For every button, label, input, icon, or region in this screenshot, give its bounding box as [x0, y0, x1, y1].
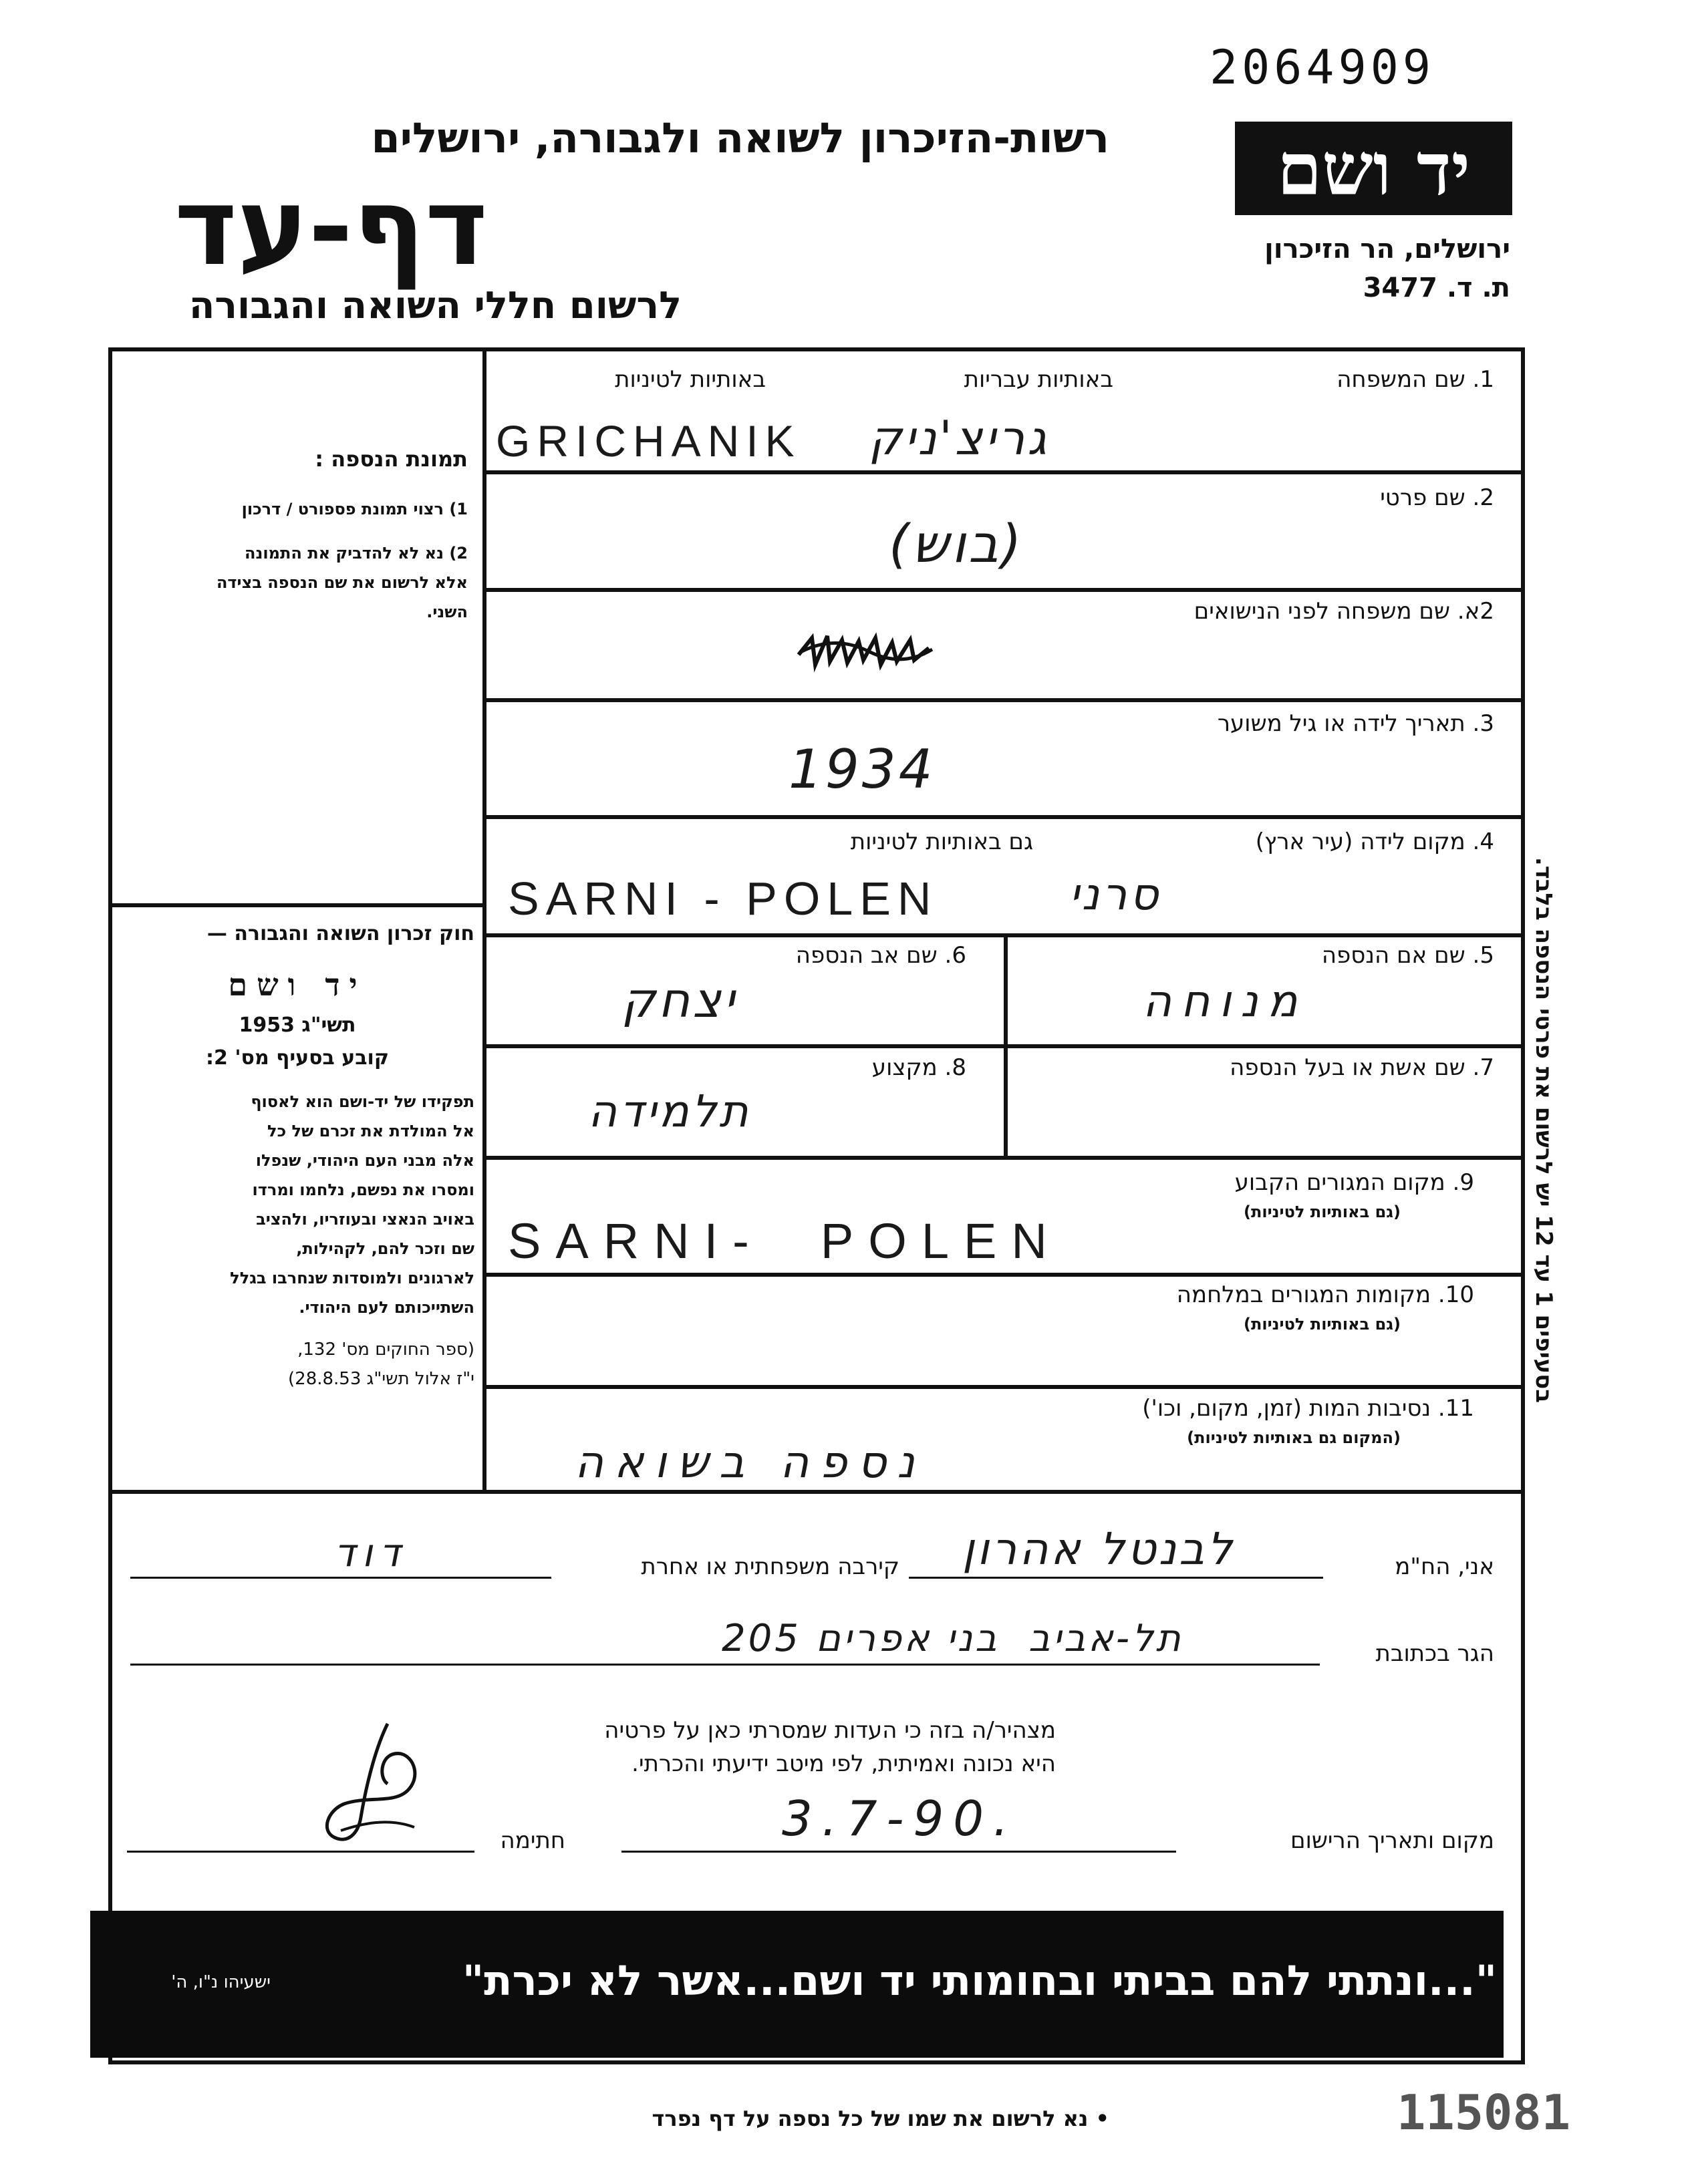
- field-divider: [482, 588, 1525, 592]
- field-7-label: 7. שם אשת או בעל הנספה: [1230, 1054, 1494, 1081]
- field-4-hebrew-value[interactable]: סרני: [1069, 869, 1161, 920]
- signature-label: חתימה: [500, 1827, 565, 1854]
- field-8-label: 8. מקצוע: [871, 1054, 966, 1081]
- address-value[interactable]: תל-אביב בני אפרים 205: [722, 1617, 1183, 1660]
- field-1-label: 1. שם המשפחה: [1337, 366, 1494, 393]
- field-10-note: (גם באותיות לטיניות): [1244, 1315, 1401, 1334]
- banner-quote: "...ונתתי להם בביתי ובחומותי יד ושם...אשר לא יכרת": [462, 1956, 1497, 2005]
- scribble-icon: [795, 628, 936, 675]
- law-body-line: שם וזכר להם, לקהילות,: [296, 1239, 474, 1258]
- law-body-line: אל המולדת את זכרם של כל: [267, 1122, 474, 1140]
- field-1-hebrew-value[interactable]: גריצ'ניק: [869, 411, 1050, 466]
- relation-label: קירבה משפחתית או אחרת: [641, 1553, 899, 1580]
- field-divider: [482, 698, 1525, 702]
- law-year: תשי"ג 1953: [239, 1013, 356, 1037]
- field-9-label: 9. מקום המגורים הקבוע: [1234, 1169, 1474, 1196]
- field-6-label: 6. שם אב הנספה: [795, 942, 966, 969]
- logo-text: יד ושם: [1276, 128, 1471, 212]
- field-10-label: 10. מקומות המגורים במלחמה: [1176, 1281, 1474, 1308]
- law-body-line: השתייכותם לעם היהודי.: [299, 1298, 474, 1317]
- photo-law-divider: [108, 903, 486, 907]
- law-body-line: תפקידו של יד-ושם הוא לאסוף: [251, 1092, 474, 1111]
- signature-mark[interactable]: [314, 1717, 428, 1851]
- org-line: רשות-הזיכרון לשואה ולגבורה, ירושלים: [371, 114, 1109, 162]
- address-line: [130, 1664, 1320, 1666]
- field-11-value[interactable]: נספה בשואה: [575, 1436, 926, 1488]
- yad-vashem-logo: [1235, 122, 1512, 215]
- field-4-label: 4. מקום לידה (עיר ארץ): [1255, 828, 1494, 855]
- signature-line: [127, 1851, 474, 1853]
- footer-number: 115081: [1397, 2084, 1571, 2141]
- field-11-label: 11. נסיבות המות (זמן, מקום, וכו'): [1142, 1395, 1474, 1422]
- field-4-latin-value[interactable]: SARNI - POLEN: [508, 873, 938, 925]
- address-line-1: ירושלים, הר הזיכרון: [1264, 234, 1510, 265]
- law-body-line: באויב הנאצי ובעוזריו, ולהציב: [256, 1210, 474, 1229]
- statement-line-1: מצהיר/ה בזה כי העדות שמסרתי כאן על פרטיה: [604, 1717, 1056, 1744]
- photo-instruction-2-line-2: אלא לרשום את שם הנספה בצידה: [216, 573, 468, 592]
- photo-instruction-1: 1) רצוי תמונת פספורט / דרכון: [241, 500, 468, 518]
- place-date-label: מקום ותאריך הרישום: [1290, 1827, 1494, 1854]
- quote-banner: [90, 1911, 1504, 2058]
- side-note: בסעיפים 1 עד 12 יש לרשום את פרטי הנספה בלבד.: [1530, 856, 1557, 1403]
- photo-instruction-2-line-3: השני.: [426, 603, 468, 621]
- field-9-value[interactable]: SARNI- POLEN: [508, 1213, 1062, 1269]
- law-section: קובע בסעיף מס' 2:: [206, 1046, 389, 1070]
- field-5-label: 5. שם אם הנספה: [1321, 942, 1494, 969]
- law-body-line: ומסרו את נפשם, נלחמו ומרדו: [252, 1181, 474, 1199]
- address-line-2: ת. ד. 3477: [1363, 273, 1510, 303]
- field-11-note: (המקום גם באותיות לטיניות): [1187, 1428, 1401, 1447]
- field-1-latin-column: באותיות לטיניות: [615, 366, 766, 393]
- field-2-label: 2. שם פרטי: [1380, 484, 1494, 511]
- law-reference-2: י"ז אלול תשי"ג 28.8.53): [288, 1369, 474, 1389]
- field-9-note: (גם באותיות לטיניות): [1244, 1203, 1401, 1221]
- declarant-label: אני, הח"מ: [1395, 1553, 1494, 1580]
- field-1-latin-value[interactable]: GRICHANIK: [496, 416, 801, 466]
- field-divider: [482, 1273, 1525, 1277]
- law-heading: חוק זכרון השואה והגבורה —: [206, 922, 474, 945]
- field-divider: [482, 470, 1525, 474]
- record-number: 2064909: [1210, 40, 1435, 95]
- law-body-line: לארגונים ולמוסדות שנחרבו בגלל: [230, 1269, 474, 1287]
- field-6-value[interactable]: יצחק: [621, 972, 737, 1028]
- relation-value[interactable]: דוד: [334, 1530, 408, 1575]
- declarant-name-line: [909, 1577, 1323, 1579]
- field-5-value[interactable]: מנוחה: [1143, 975, 1307, 1027]
- law-body: [120, 1087, 474, 1322]
- form-subtitle: לרשום חללי השואה והגבורה: [188, 284, 682, 327]
- law-name: יד ושם: [228, 967, 367, 1003]
- field-divider: [108, 1490, 1525, 1494]
- place-date-value[interactable]: 3.7-90.: [782, 1790, 1018, 1847]
- law-body-line: אלה מבני העם היהודי, שנפלו: [255, 1151, 474, 1170]
- field-1-hebrew-column: באותיות עבריות: [964, 366, 1113, 393]
- law-reference-1: (ספר החוקים מס' 132,: [297, 1340, 474, 1360]
- field-4-latin-column: גם באותיות לטיניות: [850, 828, 1033, 855]
- photo-box-instructions: [127, 494, 468, 627]
- law-box: [120, 922, 474, 1389]
- left-column-divider: [482, 347, 486, 1490]
- field-divider: [482, 1385, 1525, 1389]
- photo-box-heading: תמונת הנספה :: [315, 446, 468, 472]
- banner-source: ישעיהו נ"ו, ה': [171, 1972, 271, 1992]
- field-2a-scribble[interactable]: [795, 628, 936, 675]
- statement-line-2: היא נכונה ואמיתית, לפי מיטב ידיעתי והכרתי.: [631, 1750, 1056, 1777]
- field-3-label: 3. תאריך לידה או גיל משוער: [1217, 710, 1494, 737]
- declarant-name[interactable]: לבנטל אהרון: [962, 1523, 1235, 1575]
- footer-note: • נא לרשום את שמו של כל נספה על דף נפרד: [652, 2106, 1109, 2131]
- field-8-value[interactable]: תלמידה: [588, 1086, 751, 1137]
- place-date-line: [621, 1851, 1176, 1853]
- form-title: דף-עד: [174, 164, 488, 289]
- photo-instruction-2-line-1: 2) נא לא להדביק את התמונה: [245, 544, 468, 563]
- field-divider: [482, 815, 1525, 819]
- field-2-value[interactable]: (בוש): [889, 514, 1024, 575]
- field-3-value[interactable]: 1934: [789, 738, 936, 800]
- signature-icon: [314, 1717, 428, 1851]
- relation-line: [130, 1577, 551, 1579]
- field-2a-label: 2א. שם משפחה לפני הנישואים: [1193, 598, 1494, 625]
- address-label: הגר בכתובת: [1375, 1640, 1494, 1667]
- field-column-divider: [1004, 933, 1008, 1158]
